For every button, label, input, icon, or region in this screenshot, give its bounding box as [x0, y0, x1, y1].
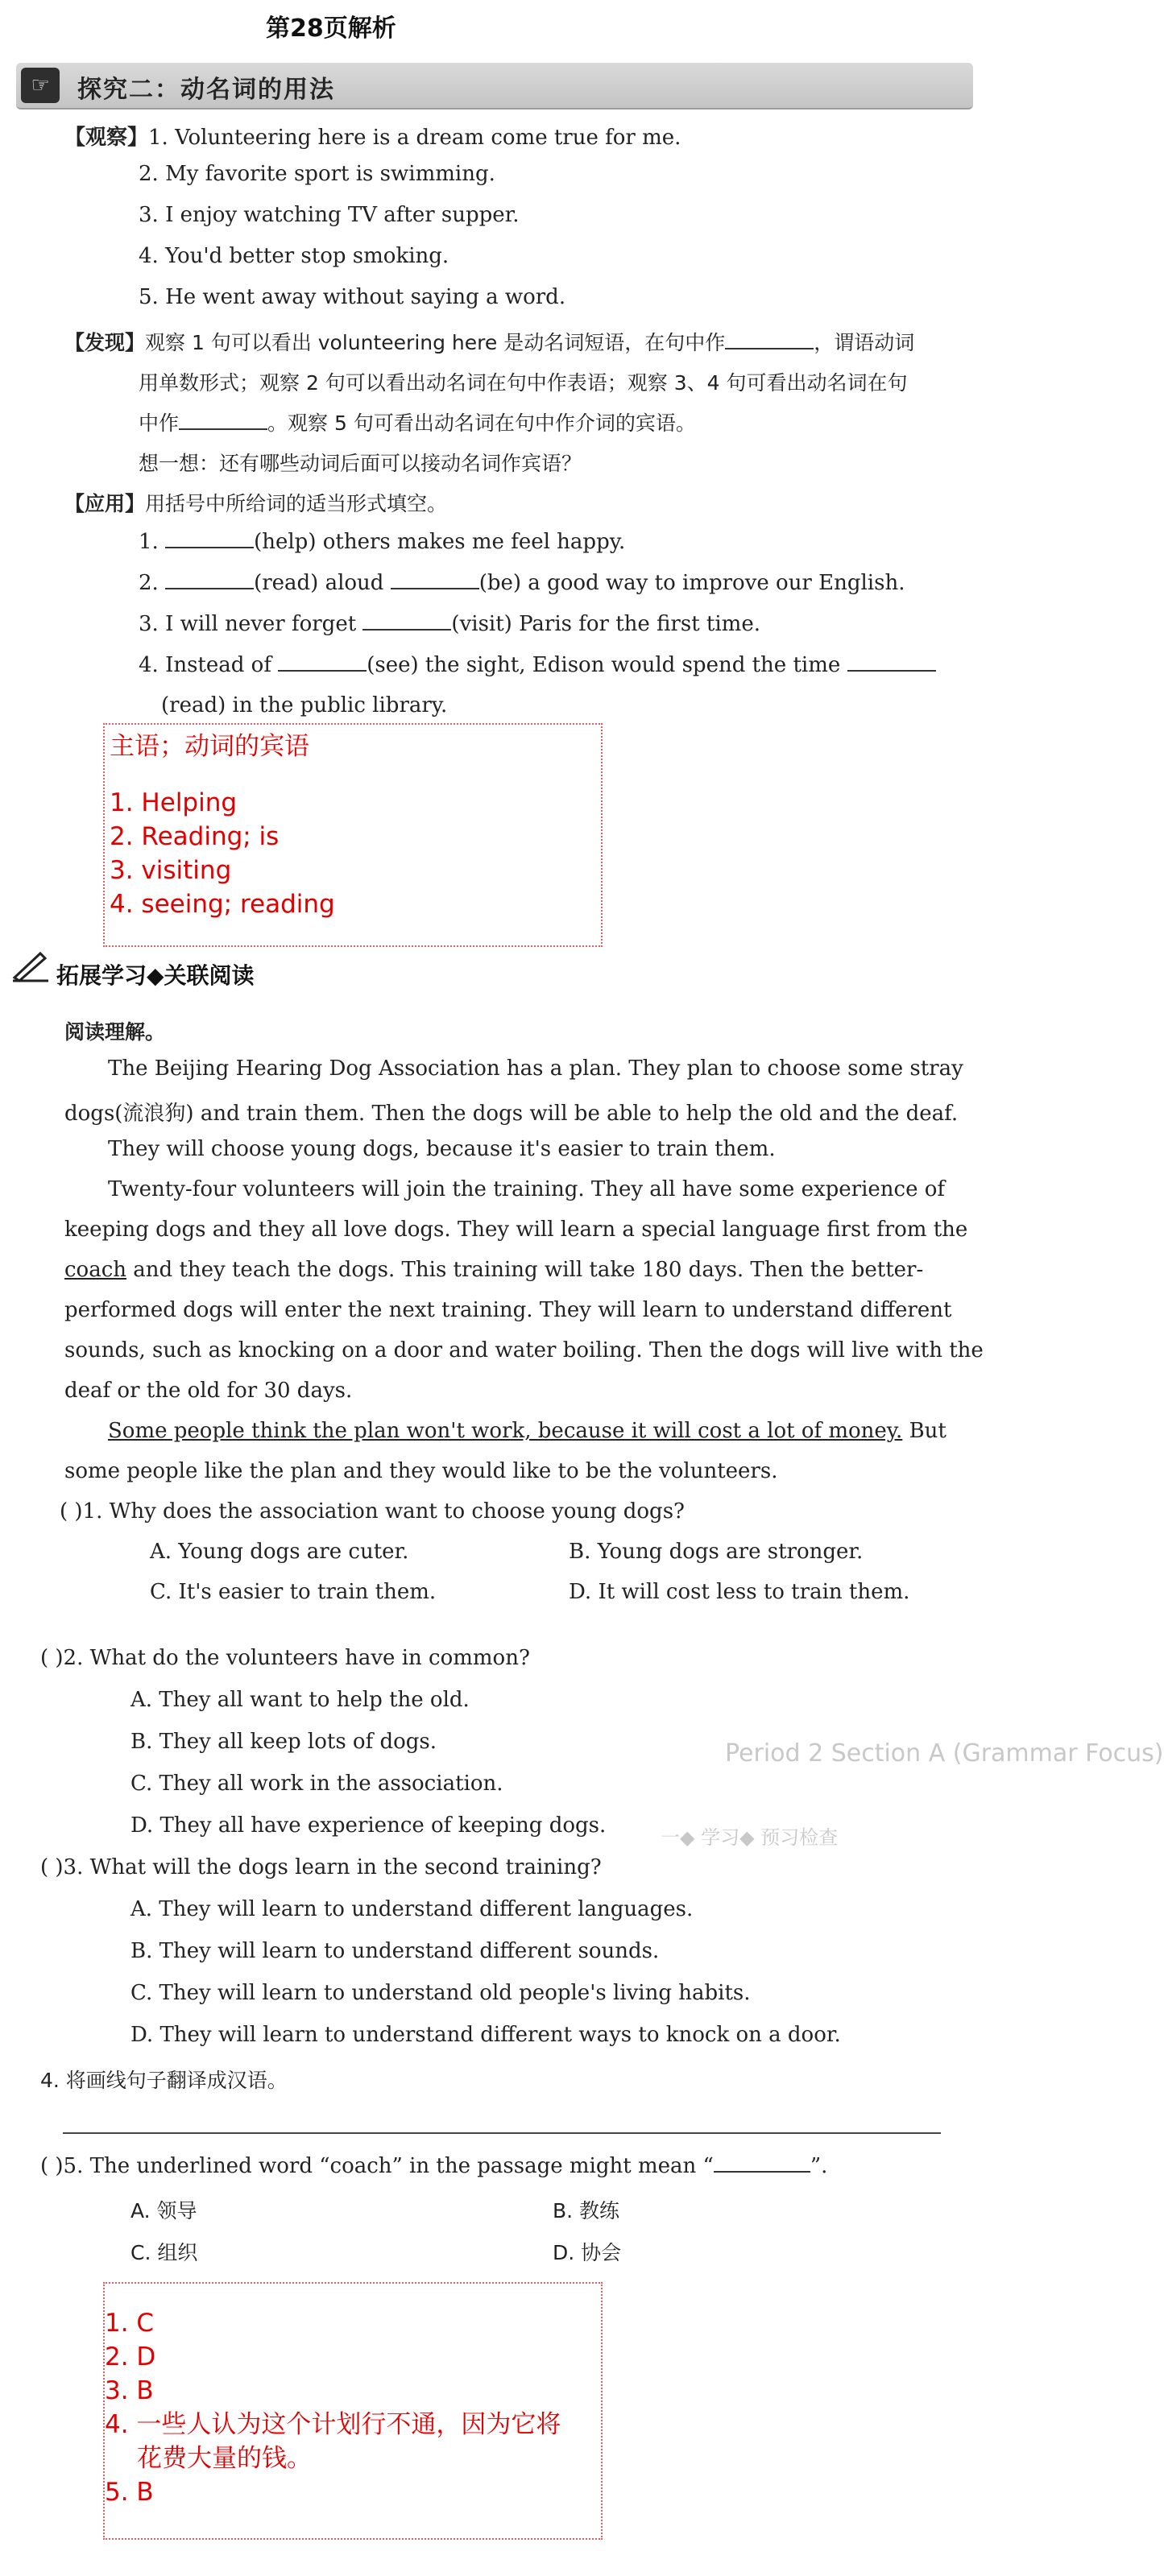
- option: A. They will learn to understand different languages.: [130, 1897, 694, 1921]
- option: C. They will learn to understand old people's living habits.: [130, 1981, 751, 2005]
- ghost-text: 一◆ 学习◆ 预习检查: [661, 1826, 839, 1849]
- find-tag: 【发现】: [64, 331, 146, 354]
- apply-item-continued: (read) in the public library.: [161, 693, 448, 717]
- question: 4. 将画线句子翻译成汉语。: [40, 2069, 288, 2092]
- underlined-sentence: Some people think the plan won't work, because it will cost a lot of money.: [108, 1419, 903, 1443]
- question: ( )3. What will the dogs learn in the second training?: [40, 1855, 602, 1879]
- observe-line: 2. My favorite sport is swimming.: [139, 162, 495, 186]
- apply-item: 4. Instead of (see) the sight, Edison would spend the time: [139, 652, 936, 677]
- option: C. 组织: [130, 2241, 198, 2264]
- page-title: 第28页解析: [266, 14, 396, 43]
- think-line: 想一想：还有哪些动词后面可以接动名词作宾语？: [139, 452, 582, 475]
- passage-line: some people like the plan and they would like to be the volunteers.: [64, 1459, 778, 1483]
- answer-item: 2. Reading; is: [110, 822, 280, 851]
- answer-header: 主语；动词的宾语: [110, 732, 309, 761]
- passage-line: They will choose young dogs, because it's easier to train them.: [108, 1137, 776, 1161]
- option: D. 协会: [553, 2241, 622, 2264]
- find-line: 中作 。观察 5 句可看出动名词在句中作介词的宾语。: [139, 411, 696, 435]
- fill-blank: [847, 652, 936, 672]
- section-title: 拓展学习◆关联阅读: [56, 962, 255, 989]
- apply-tag: 【应用】: [64, 492, 146, 515]
- passage-line: performed dogs will enter the next training. They will learn to understand different: [64, 1298, 952, 1322]
- answer-box: [103, 723, 603, 947]
- fill-blank: [165, 529, 254, 548]
- underlined-word: coach: [64, 1258, 127, 1282]
- apply-line: 【应用】用括号中所给词的适当形式填空。: [64, 492, 448, 515]
- ghost-text: Period 2 Section A (Grammar Focus): [725, 1739, 1164, 1768]
- observe-tag: 【观察】: [64, 126, 149, 150]
- section-banner-title: 探究二：动名词的用法: [77, 76, 335, 104]
- option: A. They all want to help the old.: [130, 1688, 470, 1712]
- apply-item: 2. (read) aloud (be) a good way to improve our English.: [139, 571, 905, 595]
- option: D. They all have experience of keeping dogs.: [130, 1813, 607, 1838]
- answer-item: 1. Helping: [110, 788, 238, 817]
- fill-blank: [714, 2153, 810, 2173]
- answer-box: [103, 2282, 603, 2540]
- option: A. Young dogs are cuter.: [150, 1540, 409, 1564]
- find-line: 【发现】观察 1 句可以看出 volunteering here 是动名词短语，在句中作 ，谓语动词: [64, 331, 915, 354]
- fill-blank: [278, 652, 367, 672]
- fill-blank: [362, 611, 451, 631]
- answer-item: 1. C: [105, 2309, 155, 2338]
- hand-pointer-icon: ☞: [21, 68, 60, 103]
- option: B. They will learn to understand different sounds.: [130, 1939, 660, 1963]
- fill-blank: [179, 411, 267, 430]
- passage-line: The Beijing Hearing Dog Association has a plan. They plan to choose some stray: [108, 1056, 963, 1081]
- answer-item: 2. D: [105, 2342, 156, 2371]
- passage-line: sounds, such as knocking on a door and water boiling. Then the dogs will live with the: [64, 1338, 984, 1362]
- option: B. Young dogs are stronger.: [569, 1540, 864, 1564]
- option: A. 领导: [130, 2199, 197, 2222]
- question: ( )1. Why does the association want to choose young dogs?: [60, 1499, 685, 1524]
- question: ( )5. The underlined word “coach” in the passage might mean “ ”.: [40, 2154, 828, 2178]
- option: C. They all work in the association.: [130, 1772, 503, 1796]
- find-line: 用单数形式；观察 2 句可以看出动名词在句中作表语；观察 3、4 句可看出动名词在句: [139, 371, 908, 395]
- apply-item: 3. I will never forget (visit) Paris for the first time.: [139, 612, 760, 636]
- fill-blank: [725, 330, 814, 349]
- passage-line: deaf or the old for 30 days.: [64, 1379, 353, 1403]
- fill-blank: [165, 570, 254, 589]
- answer-item: 4. seeing; reading: [110, 890, 335, 919]
- apply-item: 1. (help) others makes me feel happy.: [139, 530, 626, 554]
- observe-line: 【观察】1. Volunteering here is a dream come true for me.: [64, 126, 681, 150]
- observe-line: 5. He went away without saying a word.: [139, 285, 566, 309]
- observe-line: 4. You'd better stop smoking.: [139, 244, 449, 268]
- answer-item: 3. visiting: [110, 856, 232, 885]
- option: C. It's easier to train them.: [150, 1580, 437, 1604]
- pencil-icon: [11, 950, 50, 982]
- passage-line: Some people think the plan won't work, because it will cost a lot of money. But: [108, 1419, 947, 1443]
- option: D. They will learn to understand different ways to knock on a door.: [130, 2023, 841, 2047]
- answer-item: 5. B: [105, 2478, 154, 2507]
- answer-line: [63, 2132, 941, 2134]
- passage-line: dogs(流浪狗) and train them. Then the dogs will be able to help the old and the deaf.: [64, 1102, 959, 1126]
- option: D. It will cost less to train them.: [569, 1580, 910, 1604]
- option: B. 教练: [553, 2199, 620, 2222]
- passage-line: coach and they teach the dogs. This training will take 180 days. Then the better-: [64, 1258, 924, 1282]
- answer-item: 4. 一些人认为这个计划行不通，因为它将: [105, 2410, 561, 2439]
- answer-item: 3. B: [105, 2376, 154, 2405]
- option: B. They all keep lots of dogs.: [130, 1730, 437, 1754]
- passage-line: Twenty-four volunteers will join the training. They all have some experience of: [108, 1177, 946, 1201]
- question: ( )2. What do the volunteers have in common?: [40, 1646, 530, 1670]
- fill-blank: [391, 570, 479, 589]
- observe-line: 3. I enjoy watching TV after supper.: [139, 203, 520, 227]
- passage-line: keeping dogs and they all love dogs. They will learn a special language first from the: [64, 1218, 968, 1242]
- answer-item-continued: 花费大量的钱。: [137, 2444, 312, 2473]
- sub-title: 阅读理解。: [64, 1020, 166, 1044]
